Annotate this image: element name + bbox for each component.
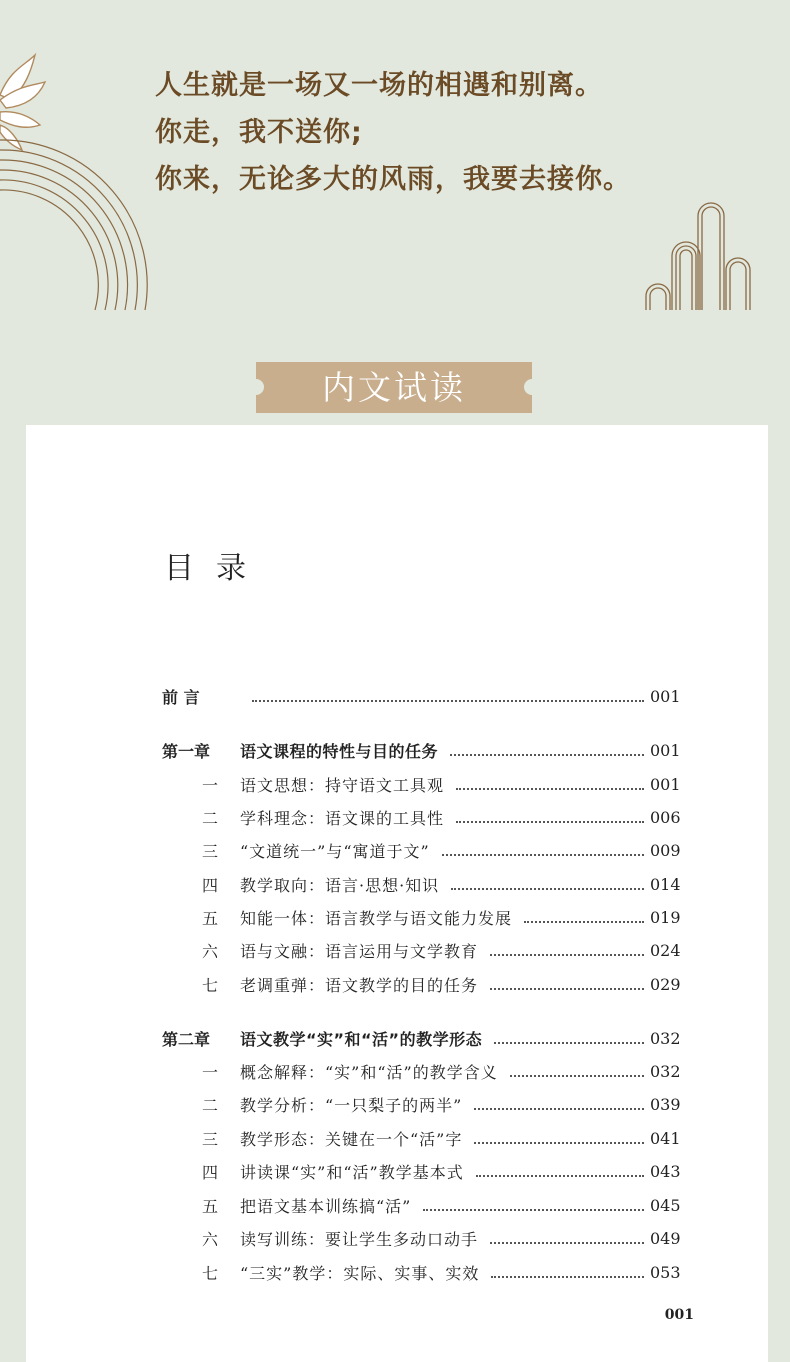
toc-leader-dots: [494, 1032, 644, 1044]
toc-entry: [162, 1192, 682, 1218]
toc-leader-dots: [524, 911, 644, 923]
toc-entry: [162, 683, 682, 709]
toc-leader-dots: [423, 1199, 644, 1211]
toc-entry: [162, 771, 682, 797]
toc-entry-page: 019: [650, 907, 681, 927]
toc-entry-page: 001: [650, 686, 681, 706]
page-number: 001: [664, 1307, 694, 1323]
toc-entry-page: 032: [650, 1061, 681, 1081]
toc-leader-dots: [451, 878, 644, 890]
quote-line-2: 你走，我不送你;: [155, 117, 363, 148]
toc-leader-dots: [476, 1165, 644, 1177]
toc-entry-page: 009: [650, 840, 681, 860]
lotus-arc-decoration: [0, 40, 150, 320]
toc-entry: [162, 1125, 682, 1151]
toc-entry: [162, 1225, 682, 1251]
toc-page: [26, 425, 768, 1362]
toc-entry-number: 六: [202, 1229, 219, 1249]
toc-entry-title: 读写训练：要让学生多动口动手: [240, 1229, 479, 1249]
toc-entry-page: 043: [650, 1161, 681, 1181]
toc-entry-title: 知能一体：语言教学与语文能力发展: [240, 908, 513, 928]
toc-entry-number: 二: [202, 808, 219, 828]
toc-entry-number: 前 言: [162, 687, 200, 707]
toc-entry: [162, 1025, 682, 1051]
toc-leader-dots: [491, 1266, 644, 1278]
toc-entry-title: “三实”教学：实际、实事、实效: [240, 1263, 480, 1283]
toc-entry-page: 014: [650, 874, 681, 894]
toc-entry-number: 三: [202, 1129, 219, 1149]
toc-entry-number: 五: [202, 908, 219, 928]
toc-entry: [162, 1158, 682, 1184]
preview-banner: [256, 362, 532, 413]
quote-line-1: 人生就是一场又一场的相遇和别离。: [155, 70, 603, 101]
toc-leader-dots: [474, 1098, 644, 1110]
toc-entry-number: 七: [202, 1263, 219, 1283]
toc-entry: [162, 1259, 682, 1285]
page-title: 目录: [164, 551, 268, 586]
toc-entry: [162, 937, 682, 963]
toc-entry-page: 045: [650, 1195, 681, 1215]
toc-entry-number: 第二章: [162, 1029, 211, 1049]
toc-leader-dots: [490, 944, 644, 956]
toc-entry-page: 006: [650, 807, 681, 827]
toc-entry-number: 第一章: [162, 741, 211, 761]
toc-entry-title: 学科理念：语文课的工具性: [240, 808, 445, 828]
toc-entry-number: 三: [202, 841, 219, 861]
toc-entry-page: 001: [650, 740, 681, 760]
toc-entry: [162, 971, 682, 997]
toc-leader-dots: [490, 978, 644, 990]
toc-entry-number: 七: [202, 975, 219, 995]
toc-leader-dots: [456, 811, 644, 823]
toc-entry: [162, 904, 682, 930]
toc-entry: [162, 804, 682, 830]
toc-entry-page: 041: [650, 1128, 681, 1148]
toc-entry-page: 029: [650, 974, 681, 994]
toc-entry-number: 四: [202, 875, 219, 895]
toc-entry-title: 语文思想：持守语文工具观: [240, 775, 445, 795]
toc-entry-title: 概念解释：“实”和“活”的教学含义: [240, 1062, 498, 1082]
toc-leader-dots: [456, 778, 644, 790]
toc-entry-number: 五: [202, 1196, 219, 1216]
toc-entry: [162, 871, 682, 897]
toc-entry: [162, 1058, 682, 1084]
toc-entry-title: 语文课程的特性与目的任务: [240, 741, 439, 761]
toc-entry-page: 049: [650, 1228, 681, 1248]
toc-entry-title: 语文教学“实”和“活”的教学形态: [240, 1029, 483, 1049]
toc-leader-dots: [442, 844, 644, 856]
quote-line-3: 你来，无论多大的风雨，我要去接你。: [155, 164, 631, 195]
toc-entry-title: 老调重弹：语文教学的目的任务: [240, 975, 479, 995]
arch-decoration: [640, 198, 760, 313]
toc-leader-dots: [252, 690, 644, 702]
toc-entry-title: 教学形态：关键在一个“活”字: [240, 1129, 463, 1149]
toc-entry-page: 053: [650, 1262, 681, 1282]
toc-entry-title: “文道统一”与“寓道于文”: [240, 841, 430, 861]
toc-entry-title: 教学取向：语言·思想·知识: [240, 875, 440, 895]
toc-entry-title: 把语文基本训练搞“活”: [240, 1196, 412, 1216]
toc-entry: [162, 837, 682, 863]
toc-entry-number: 四: [202, 1162, 219, 1182]
quote-text: [155, 62, 631, 203]
toc-entry: [162, 1091, 682, 1117]
toc-entry-title: 语与文融：语言运用与文学教育: [240, 941, 479, 961]
toc-entry: [162, 737, 682, 763]
toc-entry-title: 教学分析：“一只梨子的两半”: [240, 1095, 463, 1115]
toc-entry-page: 001: [650, 774, 681, 794]
toc-entry-number: 一: [202, 1062, 219, 1082]
toc-entry-page: 039: [650, 1094, 681, 1114]
toc-entry-page: 024: [650, 940, 681, 960]
toc-leader-dots: [510, 1065, 644, 1077]
toc-entry-number: 二: [202, 1095, 219, 1115]
toc-entry-number: 六: [202, 941, 219, 961]
banner-label: 内文试读: [322, 368, 466, 407]
toc-entry-page: 032: [650, 1028, 681, 1048]
toc-entry-number: 一: [202, 775, 219, 795]
toc-leader-dots: [490, 1232, 644, 1244]
toc-entry-title: 讲读课“实”和“活”教学基本式: [240, 1162, 464, 1182]
toc-leader-dots: [474, 1132, 644, 1144]
toc-leader-dots: [450, 744, 644, 756]
